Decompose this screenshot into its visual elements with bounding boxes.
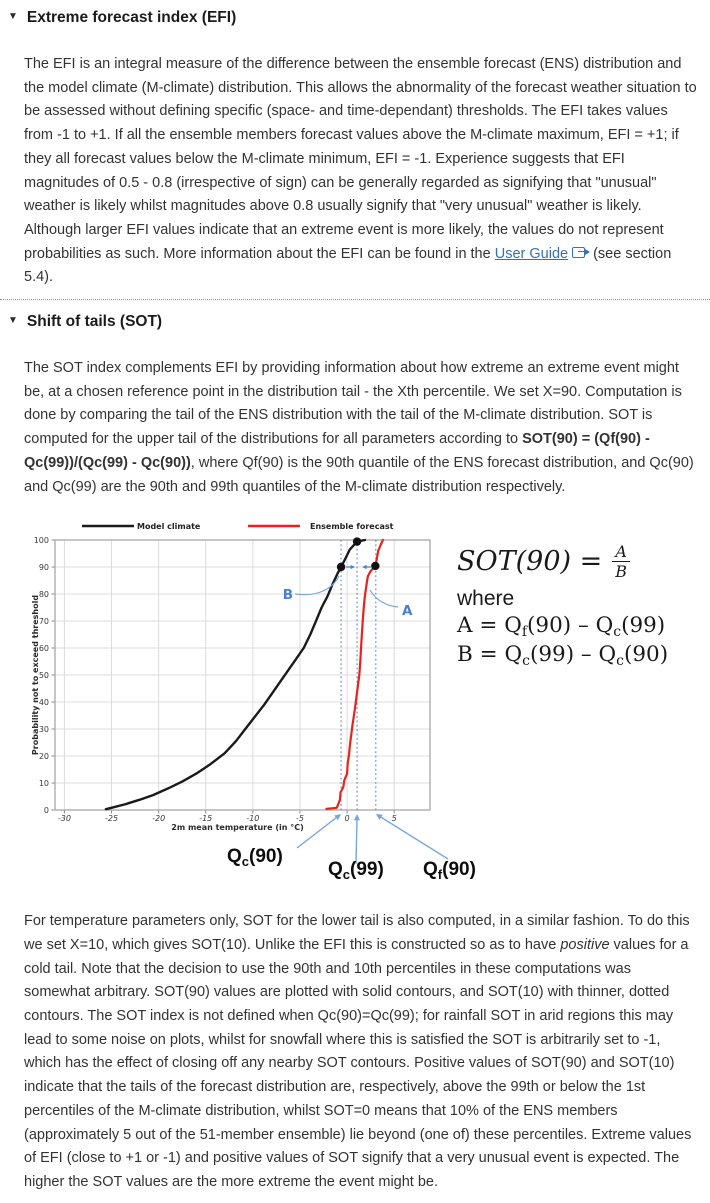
x-tick-label: -30 [57, 814, 71, 824]
wiki-page [0, 8, 710, 1195]
annotation-a-label: A [402, 603, 413, 620]
text-run: f [437, 867, 443, 883]
text-run: For temperature parameters only, SOT for the lower tail is also computed, in a similar fashion. To do this we set X=10, which gives SOT(10). Unlike the EFI this is constructed so as to have [24, 913, 690, 953]
text-run: A = Q [457, 612, 522, 638]
annotation-b-label: B [282, 587, 293, 604]
formula-fraction [612, 542, 630, 581]
y-tick-label: 10 [38, 779, 49, 789]
x-tick-label: -5 [295, 814, 304, 824]
text-run: (90) [442, 859, 476, 881]
text-run: Q [423, 859, 438, 881]
text-run: (99) [621, 612, 666, 638]
x-tick-label: -10 [246, 814, 260, 824]
chart-legend [82, 522, 394, 531]
chart-grid [55, 540, 430, 810]
quantile-label-qc90 [227, 846, 283, 869]
y-tick-label: 30 [38, 725, 49, 735]
section-title-sot: Shift of tails (SOT) [26, 313, 163, 331]
text-run: c [241, 854, 250, 870]
y-tick-label: 60 [38, 644, 49, 654]
x-tick-label: -25 [104, 814, 119, 824]
quantile-label-qf90 [423, 859, 476, 882]
text-run: Q [328, 859, 343, 881]
y-tick-label: 50 [38, 671, 49, 681]
x-tick-label: 5 [391, 814, 397, 824]
text-run: , where Qf(90) is the 90th quantile of the ENS forecast distribution, and Qc(90) and Qc(99) are the 90th and 99th quantiles of the M-climate distribution respectively. [24, 454, 694, 495]
y-tick-label: 70 [38, 617, 49, 627]
text-run: (90) – Q [527, 612, 614, 638]
text-run: B = Q [457, 641, 523, 667]
x-axis-label: 2m mean temperature (in °C) [171, 823, 304, 833]
y-tick-label: 0 [43, 806, 49, 816]
y-tick-label: 80 [38, 590, 49, 600]
x-tick-label: 0 [344, 814, 350, 824]
text-run: c [616, 652, 624, 669]
section-header-sot[interactable] [8, 312, 710, 331]
sot-paragraph-2 [24, 910, 700, 1194]
formula-lhs: SOT(90) = [457, 546, 603, 578]
sot-paragraph [24, 357, 700, 499]
y-tick-label: 90 [38, 563, 49, 573]
chart-markers [337, 538, 380, 572]
y-tick-label: 100 [33, 536, 49, 546]
y-tick-label: 20 [38, 752, 49, 762]
chart-axis-labels [31, 595, 304, 832]
section-title-efi: Extreme forecast index (EFI) [26, 9, 237, 26]
text-run: c [342, 867, 351, 883]
text-run: (see section 5.4). [24, 245, 672, 286]
text-run: c [522, 652, 530, 669]
pointer-arrows [297, 814, 448, 864]
user-guide-link[interactable]: User Guide [494, 245, 569, 262]
quantile-label-qc99 [328, 859, 384, 882]
text-run: (90) [249, 846, 283, 868]
text-run: c [613, 623, 622, 640]
chart-ticks [34, 536, 397, 823]
text-run: SOT(90) = (Qf(90) - Qc(99))/(Qc(99) - Qc(90)) [24, 431, 650, 471]
text-run: (99) – Q [529, 641, 617, 667]
formula-numerator: A [612, 542, 630, 562]
text-run: values for a cold tail. Note that the decision to use the 90th and 10th percentiles in these computations was somewhat arbitrary. SOT(90) values are plotted with solid contours, and SOT(10) with thinner, dotted contours. The SOT index is not defined when Qc(90)=Qc(99); for rainfall SOT in arid regions this may lead to some noise on plots, whilst for snowfall where this is satisfied the SOT is arbitrarily set to -1, which has the effect of closing off any nearby SOT contours. Positive values of SOT(90) and SOT(10) indicate that the tails of the forecast distribution are, respectively, above the 99th or below the 1st percentiles of the M-climate distribution, whilst SOT=0 means that 10% of the ENS members (approximately 5 out of the 51-member ensemble) lie beyond (one of) these percentiles. Extreme values of EFI (close to +1 or -1) and positive values of SOT signify that a very unusual event is expected. The higher the SOT values are the more extreme the event might be. [24, 936, 692, 1190]
text-run: (99) [350, 859, 384, 881]
legend-label: Ensemble forecast [310, 522, 394, 532]
chart-annotations [283, 565, 413, 619]
formula-line-b [457, 642, 668, 669]
formula-where: where [457, 586, 515, 610]
y-axis-label: Probability not to exceed threshold [31, 595, 40, 756]
formula-equation [457, 542, 668, 581]
text-run: f [521, 623, 528, 640]
text-run: The EFI is an integral measure of the difference between the ensemble forecast (ENS) distribution and the model climate (M-climate) distribution. This allows the abnormality of the forecast weather situation to be assessed without defining specific (space- and time-dependant) thresholds. The EFI takes values from -1 to +1. If all the ensemble members forecast values above the M-climate maximum, EFI = +1; if they all forecast values below the M-climate minimum, EFI = -1. Experience suggests that EFI magnitudes of 0.5 - 0.8 (irrespective of sign) can be generally regarded as signifying that "unusual" weather is likely whilst magnitudes above 0.8 usually signify that "very unusual" weather is likely. Although larger EFI values indicate that an extreme event is more likely, the values do not represent probabilities as such. More information about the EFI can be found in the [24, 56, 697, 262]
text-run: The SOT index complements EFI by providing information about how extreme an extreme event might be, at a chosen reference point in the distribution tail - the Xth percentile. We set X=90. Computation is done by comparing the tail of the ENS distribution with the tail of the M-climate distribution. SOT is computed for the upper tail of the distributions for all parameters according to [24, 360, 682, 448]
sot-formula [457, 542, 668, 668]
collapse-caret-icon[interactable]: ▼ [8, 315, 18, 327]
legend-label: Model climate [137, 522, 201, 532]
text-run: positive [560, 936, 610, 953]
efi-paragraph [24, 53, 700, 290]
formula-denominator: B [615, 562, 628, 582]
sot-schematic-figure [0, 516, 710, 896]
x-tick-label: -20 [152, 814, 166, 824]
x-tick-label: -15 [199, 814, 213, 824]
collapse-caret-icon[interactable]: ▼ [8, 11, 18, 22]
section-divider [0, 299, 710, 300]
formula-line-a [457, 613, 668, 640]
section-header-efi[interactable] [8, 8, 710, 27]
text-run: (90) [623, 641, 669, 667]
external-link-icon[interactable] [572, 247, 585, 258]
y-tick-label: 40 [38, 698, 49, 708]
text-run: Q [227, 846, 242, 868]
